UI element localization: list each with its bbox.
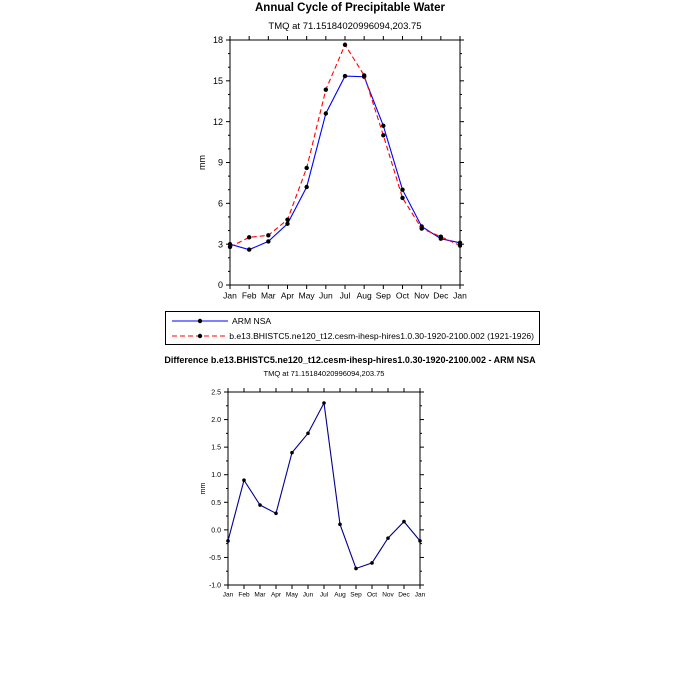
data-point-marker — [266, 233, 270, 237]
data-point-marker — [285, 217, 289, 221]
data-point-marker — [419, 226, 423, 230]
y-tick-label: -0.5 — [208, 554, 221, 562]
y-axis-label: mm — [197, 155, 207, 170]
legend — [165, 311, 540, 345]
legend-line-sample — [171, 331, 226, 341]
data-point-marker — [381, 133, 385, 137]
data-point-marker — [343, 43, 347, 47]
y-tick-label: 2.5 — [211, 389, 221, 397]
data-point-marker — [362, 73, 366, 77]
y-axis-label: mm — [200, 482, 207, 495]
x-tick-label: Feb — [241, 290, 257, 301]
x-tick-label: Aug — [356, 290, 372, 301]
legend-item-0 — [171, 313, 534, 328]
series-line-0 — [228, 403, 420, 568]
difference-chart-title: Difference b.e13.BHISTC5.ne120_t12.cesm-ihesp-hires1.0.30-1920-2100.002 - ARM NSA — [164, 355, 536, 365]
legend-item-1 — [171, 328, 534, 343]
x-tick-label: Mar — [254, 591, 266, 599]
x-tick-label: Oct — [366, 591, 378, 599]
x-tick-label: May — [285, 591, 299, 599]
data-point-marker — [322, 401, 326, 405]
y-tick-label: 9 — [217, 157, 223, 168]
x-tick-label: Sep — [350, 591, 362, 599]
top-chart-subtitle: TMQ at 71.15184020996094,203.75 — [268, 21, 422, 32]
data-point-marker — [290, 451, 294, 455]
x-tick-label: Sep — [375, 290, 391, 301]
x-tick-label: Dec — [433, 290, 449, 301]
data-point-marker — [226, 539, 230, 543]
data-point-marker — [274, 512, 278, 516]
data-point-marker — [458, 243, 462, 247]
y-tick-label: 3 — [217, 239, 223, 250]
data-point-marker — [418, 539, 422, 543]
data-point-marker — [402, 520, 406, 524]
x-tick-label: Feb — [238, 591, 250, 599]
top-chart-title: Annual Cycle of Precipitable Water — [254, 2, 445, 14]
y-tick-label: 18 — [212, 35, 223, 46]
data-point-marker — [324, 111, 328, 115]
y-tick-label: 1.5 — [211, 444, 221, 452]
x-tick-label: Mar — [261, 290, 276, 301]
data-point-marker — [228, 245, 232, 249]
data-point-marker — [247, 235, 251, 239]
x-tick-label: Nov — [382, 591, 394, 599]
data-point-marker — [266, 239, 270, 243]
y-tick-label: 6 — [217, 198, 223, 209]
legend-marker — [198, 318, 202, 322]
x-tick-label: Dec — [398, 591, 410, 599]
x-tick-label: Jan — [222, 591, 234, 599]
data-point-marker — [386, 536, 390, 540]
x-tick-label: Jun — [318, 290, 333, 301]
x-tick-label: Nov — [414, 290, 430, 301]
data-point-marker — [285, 222, 289, 226]
data-point-marker — [400, 188, 404, 192]
data-point-marker — [370, 561, 374, 565]
difference-chart — [150, 380, 490, 610]
difference-chart-subtitle: TMQ at 71.15184020996094,203.75 — [263, 369, 385, 378]
x-tick-label: Jan — [414, 591, 426, 599]
y-tick-label: -1.0 — [208, 582, 221, 590]
data-point-marker — [354, 567, 358, 571]
y-tick-label: 2.0 — [211, 417, 221, 425]
legend-marker — [198, 333, 202, 337]
data-point-marker — [324, 87, 328, 91]
plot-border — [228, 392, 420, 585]
x-tick-label: Jun — [302, 591, 314, 599]
legend-line-sample — [171, 316, 229, 326]
y-tick-label: 15 — [212, 76, 223, 87]
data-point-marker — [306, 432, 310, 436]
data-point-marker — [439, 234, 443, 238]
data-point-marker — [400, 196, 404, 200]
x-tick-label: May — [298, 290, 315, 301]
data-point-marker — [343, 74, 347, 78]
x-tick-label: Oct — [395, 290, 410, 301]
data-point-marker — [304, 185, 308, 189]
x-tick-label: Aug — [334, 591, 346, 599]
legend-label: b.e13.BHISTC5.ne120_t12.cesm-ihesp-hires1.0.30-1920-2100.002 (1921-1926) — [229, 330, 534, 341]
series-line-0 — [230, 76, 460, 250]
y-tick-label: 0.5 — [211, 499, 221, 507]
y-tick-label: 0.0 — [211, 527, 221, 535]
data-point-marker — [258, 503, 262, 507]
x-tick-label: Jul — [339, 290, 351, 301]
x-tick-label: Apr — [270, 591, 282, 599]
x-tick-label: Jan — [453, 290, 467, 301]
data-point-marker — [381, 124, 385, 128]
x-tick-label: Apr — [280, 290, 295, 301]
x-tick-label: Jul — [319, 591, 329, 599]
data-point-marker — [247, 247, 251, 251]
y-tick-label: 1.0 — [211, 472, 221, 480]
y-tick-label: 0 — [217, 280, 223, 291]
data-point-marker — [338, 523, 342, 527]
annual-cycle-chart — [150, 25, 510, 307]
y-tick-label: 12 — [212, 116, 223, 127]
x-tick-label: Jan — [223, 290, 237, 301]
data-point-marker — [304, 166, 308, 170]
data-point-marker — [242, 478, 246, 482]
legend-label: ARM NSA — [232, 315, 272, 326]
